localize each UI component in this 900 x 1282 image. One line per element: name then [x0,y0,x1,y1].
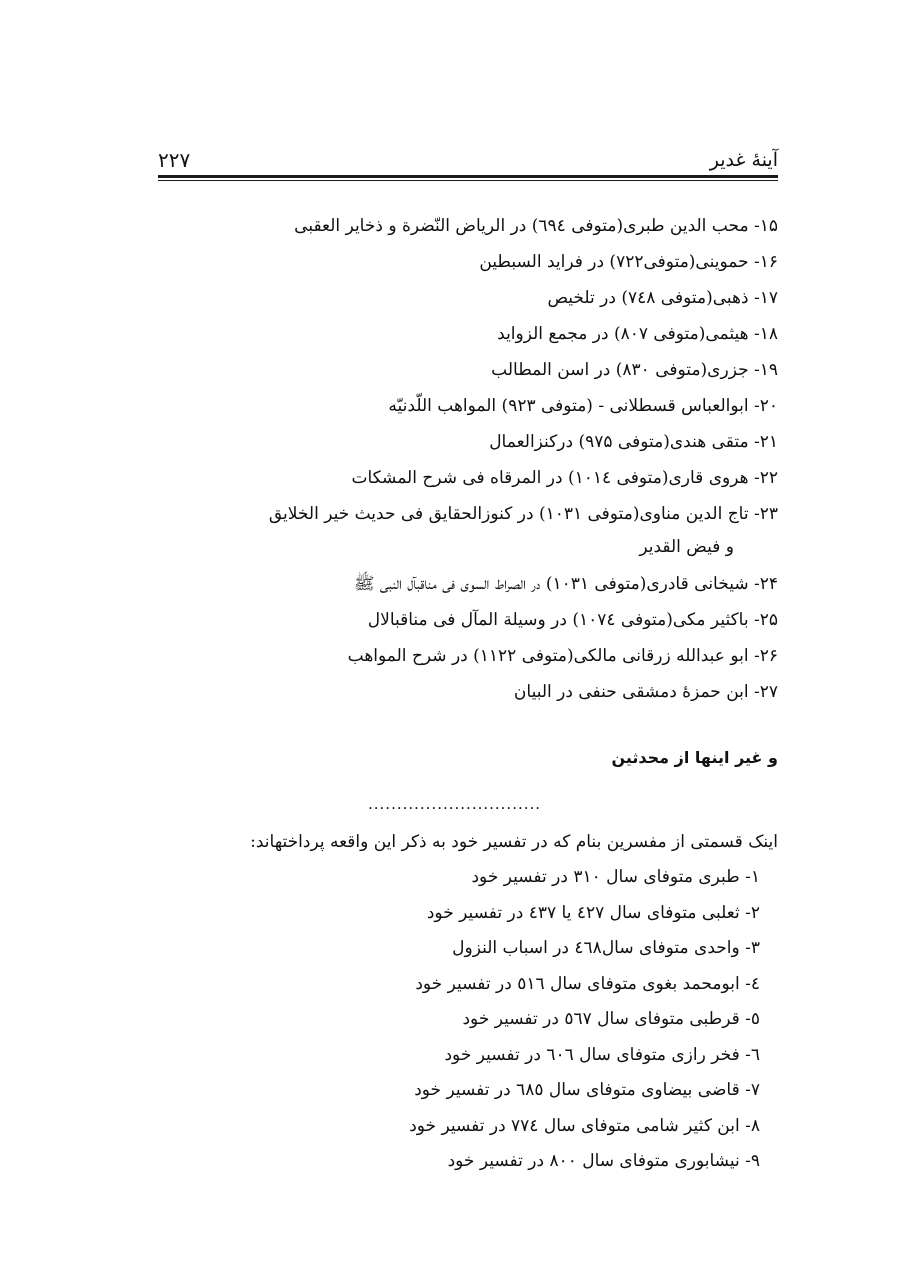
page-header [158,146,778,176]
list-item: ۱۶- حموینی(متوفی۷۲۲) در فراید السبطین [479,252,778,272]
intro-paragraph: اینک قسمتی از مفسرین بنام که در تفسیر خود به ذکر این واقعه پرداختهاند: [250,832,778,852]
list-item: ۲۰- ابوالعباس قسطلانی - (متوفی ۹۲۳) المواهب اللّدنیّه [388,396,778,416]
list-item: ۷- قاضی بیضاوی متوفای سال ٦۸٥ در تفسیر خود [414,1080,760,1100]
dotted-separator: .............................. [368,795,542,813]
list-item-continuation: و فیض القدیر [639,537,734,557]
page-number: ۲۲۷ [158,148,191,172]
list-item: ۲۷- ابن حمزهٔ دمشقی حنفی در البیان [513,682,778,702]
list-item: ۲۳- تاج الدین مناوی(متوفی ۱۰۳۱) در کنوزالحقایق فی حدیث خیر الخلایق [268,504,778,524]
list-item: ۱- طبری متوفای سال ۳۱۰ در تفسیر خود [471,867,760,887]
list-item: ۱۷- ذهبی(متوفی ۷٤۸) در تلخیص [547,288,778,308]
list-item: ۲۶- ابو عبدالله زرقانی مالکی(متوفی ۱۱۲۲) در شرح المواهب [347,646,778,666]
narrators-list [158,208,778,710]
list-item: ٤- ابومحمد بغوی متوفای سال ٥١٦ در تفسیر خود [415,973,760,994]
list-item: ۲- ثعلبی متوفای سال ٤۲۷ یا ٤۳۷ در تفسیر خود [426,902,760,923]
header-rule-thin [158,180,778,181]
list-item: ۱۹- جزری(متوفی ۸۳۰) در اسن المطالب [491,360,778,380]
list-item: ۲۵- باکثیر مکی(متوفی ۱۰۷٤) در وسیلة المآل فی مناقبالال [367,610,778,630]
list-item: ۲۲- هروی قاری(متوفی ۱۰۱٤) در المرقاه فی شرح المشکات [351,468,778,488]
running-title: آینهٔ غدیر [709,149,778,171]
list-item: ۱۸- هیثمی(متوفی ۸۰۷) در مجمع الزواید [497,324,778,344]
list-item: ۳- واحدی متوفای سال٤٦۸ در اسباب النزول [452,938,760,958]
list-item: ۱۵- محب الدین طبری(متوفی ٦٩٤) در الریاض النّضرة و ذخایر العقبی [294,216,778,236]
list-item: ٦- فخر رازی متوفای سال ٦۰٦ در تفسیر خود [444,1044,760,1065]
header-rule [158,175,778,178]
list-item: ۹- نیشابوری متوفای سال ۸۰۰ در تفسیر خود [447,1151,760,1171]
list-item: ۸- ابن کثیر شامی متوفای سال ۷۷٤ در تفسیر خود [409,1115,760,1136]
list-item: ۲۱- متقی هندی(متوفی ۹۷۵) درکنزالعمال [489,432,778,452]
list-item: ۲۴- شیخانی قادری(متوفی ۱۰۳۱) در الصراط السوی فی مناقبآل النبی ﷺ [353,574,778,594]
section-heading: و غیر اینها از محدثین [611,748,778,767]
commentators-list [409,860,760,1180]
list-item: ٥- قرطبی متوفای سال ٥٦٧ در تفسیر خود [462,1009,760,1029]
